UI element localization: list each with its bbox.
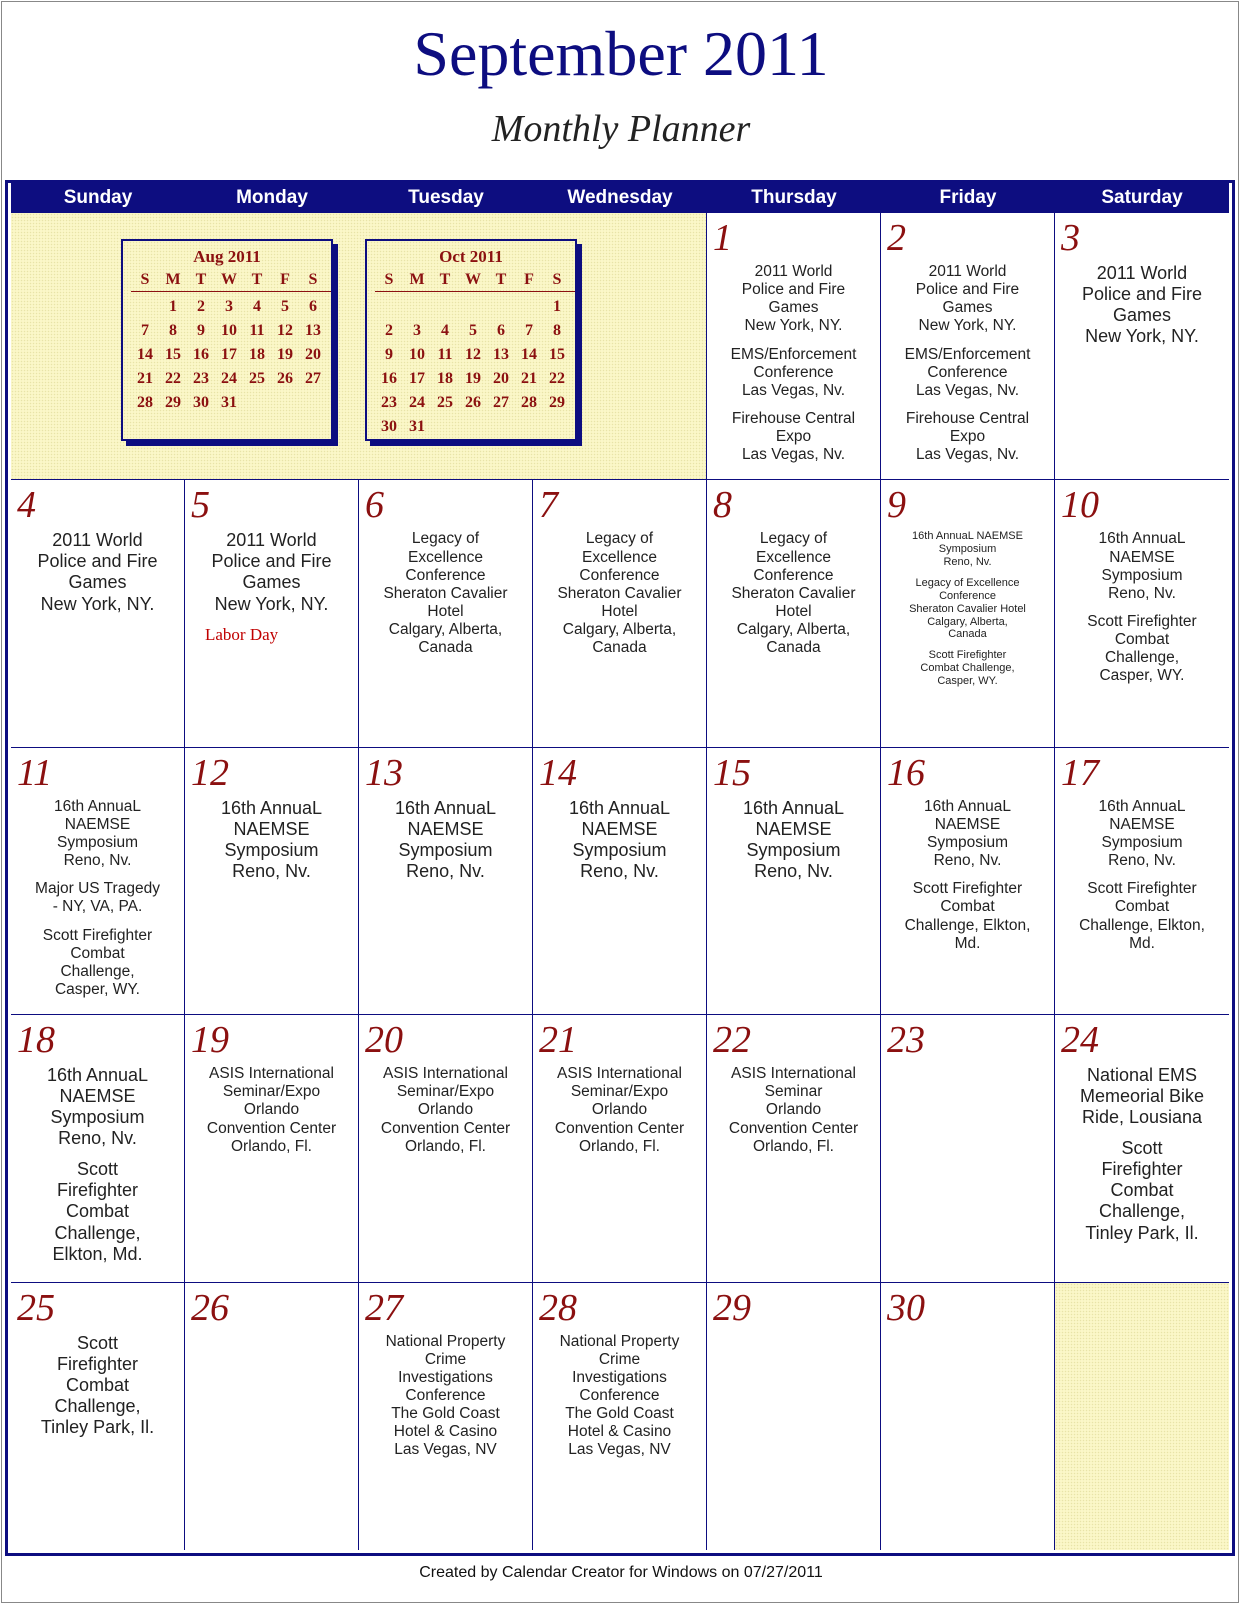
day-number: 28 <box>539 1286 577 1329</box>
mini-calendar-day: 2 <box>197 298 205 315</box>
page-title: September 2011 <box>413 18 829 89</box>
mini-calendar-day: 24 <box>221 370 237 387</box>
day-cell-2[interactable] <box>881 213 1055 480</box>
mini-calendar-day: 4 <box>253 298 261 315</box>
holiday-label: Labor Day <box>205 624 279 644</box>
mini-calendar-day: 26 <box>465 394 481 411</box>
mini-calendar-weekday: S <box>552 271 562 288</box>
weekday-tuesday: Tuesday <box>408 187 484 208</box>
day-events <box>537 798 702 892</box>
mini-calendar-days <box>375 298 575 442</box>
event-text: Legacy of Excellence Conference Sheraton Cavalier Hotel Calgary, Alberta, Canada <box>383 530 508 657</box>
event-text: 2011 World Police and Fire Games New York, NY. <box>37 530 158 614</box>
mini-calendar-day: 25 <box>437 394 453 411</box>
mini-calendar-day: 20 <box>305 346 321 363</box>
event-text: Scott Firefighter Combat Challenge, Tinley Park, Il. <box>1085 1138 1199 1243</box>
mini-calendar-day: 15 <box>165 346 181 363</box>
day-cell-16[interactable] <box>881 748 1055 1015</box>
mini-calendar-day: 10 <box>221 322 237 339</box>
day-number: 16 <box>887 751 925 794</box>
event-text: 16th AnnuaL NAEMSE Symposium Reno, Nv. <box>1098 797 1186 870</box>
event-text: ASIS International Seminar/Expo Orlando Convention Center Orlando, Fl. <box>380 1065 511 1155</box>
mini-calendar-day: 18 <box>437 370 453 387</box>
day-number: 18 <box>17 1019 55 1062</box>
event-text: Major US Tragedy - NY, VA, PA. <box>35 880 160 916</box>
day-cell-8[interactable] <box>707 480 881 747</box>
event-text: 16th AnnuaL NAEMSE Symposium Reno, Nv. <box>220 797 323 881</box>
mini-calendar-day: 14 <box>521 346 537 363</box>
weekday-header-row <box>11 183 1229 213</box>
calendar-grid <box>11 213 1229 1550</box>
mini-calendar-weekday: F <box>280 271 290 288</box>
mini-calendar-day: 12 <box>465 346 481 363</box>
mini-calendar-weekday: S <box>140 271 150 288</box>
mini-calendar-day: 18 <box>249 346 265 363</box>
mini-calendar-day: 31 <box>409 418 425 435</box>
event-text: National Property Crime Investigations Conference The Gold Coast Hotel & Casino Las Vegas, NV <box>385 1332 506 1459</box>
empty-trailing-cell <box>1055 1283 1229 1550</box>
day-number: 4 <box>17 484 36 527</box>
day-events <box>1059 798 1225 963</box>
mini-calendar-day: 7 <box>141 322 149 339</box>
mini-calendar-title: Aug 2011 <box>193 247 261 266</box>
event-text: Scott Firefighter Combat Challenge, Elkton, Md. <box>904 880 1031 952</box>
weekday-wednesday: Wednesday <box>567 187 673 208</box>
mini-calendar-day: 11 <box>249 322 265 339</box>
day-number: 6 <box>365 484 384 527</box>
page-subtitle: Monthly Planner <box>491 108 751 150</box>
mini-calendar-blank <box>403 298 431 322</box>
mini-calendar-blank <box>515 298 543 322</box>
day-number: 2 <box>887 217 906 259</box>
day-events <box>189 798 354 892</box>
day-cell-3[interactable] <box>1055 213 1229 480</box>
mini-calendar-day: 23 <box>381 394 397 411</box>
mini-calendar-day: 9 <box>197 322 205 339</box>
mini-calendar-aug <box>121 239 333 441</box>
day-number: 3 <box>1061 217 1080 259</box>
event-text: 16th AnnuaL NAEMSE Symposium Reno, Nv. <box>46 1065 149 1149</box>
mini-calendar-weekday: F <box>524 271 534 288</box>
day-number: 10 <box>1061 484 1099 527</box>
event-text: 2011 World Police and Fire Games New York, NY. <box>211 530 332 614</box>
day-events <box>15 530 180 624</box>
mini-calendar-day: 8 <box>169 322 177 339</box>
event-text: Legacy of Excellence Conference Sheraton Cavalier Hotel Calgary, Alberta, Canada <box>557 530 682 657</box>
day-number: 29 <box>713 1286 751 1329</box>
mini-calendar-blank <box>131 298 159 322</box>
mini-calendar-day: 23 <box>193 370 209 387</box>
mini-calendar-headers <box>131 271 331 292</box>
day-cell-21[interactable] <box>533 1015 707 1282</box>
mini-calendar-blank <box>431 298 459 322</box>
mini-calendar-weekday: T <box>495 271 507 288</box>
mini-calendar-day: 13 <box>305 322 321 339</box>
event-text: National Property Crime Investigations Conference The Gold Coast Hotel & Casino Las Vegas, NV <box>559 1332 680 1459</box>
mini-calendar-day: 1 <box>553 298 561 315</box>
event-text: 2011 World Police and Fire Games New York, NY. <box>741 263 846 335</box>
day-number: 13 <box>365 751 403 794</box>
mini-calendar-day: 6 <box>309 298 317 315</box>
day-cell-5[interactable] <box>185 480 359 747</box>
event-text: 16th AnnuaL NAEMSE Symposium Reno, Nv. <box>53 797 142 870</box>
day-cell-18[interactable] <box>11 1015 185 1282</box>
event-text: National EMS Memeorial Bike Ride, Lousiana <box>1079 1065 1205 1128</box>
day-events <box>1059 1065 1225 1253</box>
day-events <box>711 530 876 667</box>
mini-calendar-day: 2 <box>385 322 393 339</box>
day-number: 27 <box>365 1286 403 1329</box>
day-events <box>1059 263 1225 357</box>
event-text: EMS/Enforcement Conference Las Vegas, Nv. <box>904 345 1031 399</box>
day-cell-17[interactable] <box>1055 748 1229 1015</box>
day-cell-12[interactable] <box>185 748 359 1015</box>
day-events <box>363 1333 528 1470</box>
mini-calendar-day: 7 <box>525 322 533 339</box>
mini-calendar-blank <box>487 298 515 322</box>
day-number: 17 <box>1061 751 1099 794</box>
mini-calendar-oct <box>365 239 577 441</box>
mini-calendar-day: 9 <box>385 346 393 363</box>
day-cell-1[interactable] <box>707 213 881 480</box>
mini-calendar-day: 13 <box>493 346 509 363</box>
day-number: 11 <box>17 751 53 794</box>
day-events <box>885 263 1050 474</box>
event-text: 16th AnnuaL NAEMSE Symposium Reno, Nv. <box>568 797 671 881</box>
mini-calendar-day: 29 <box>165 394 181 411</box>
weekday-friday: Friday <box>939 187 997 208</box>
event-text: Legacy of Excellence Conference Sheraton Cavalier Hotel Calgary, Alberta, Canada <box>731 530 856 657</box>
event-text: Scott Firefighter Combat Challenge, Casper, WY. <box>920 649 1015 687</box>
weekday-thursday: Thursday <box>751 187 837 208</box>
weekday-sunday: Sunday <box>63 187 133 208</box>
day-events <box>189 1065 354 1166</box>
mini-calendar-weekday: T <box>251 271 263 288</box>
day-events <box>885 530 1050 695</box>
mini-calendar-day: 30 <box>381 418 397 435</box>
mini-calendar-day: 24 <box>409 394 425 411</box>
mini-calendar-weekday: W <box>221 271 237 288</box>
day-events <box>711 798 876 892</box>
event-text: EMS/Enforcement Conference Las Vegas, Nv. <box>730 345 857 399</box>
day-number: 1 <box>713 217 732 259</box>
event-text: 16th AnnuaL NAEMSE Symposium Reno, Nv. <box>923 797 1012 870</box>
day-events <box>363 798 528 892</box>
day-events <box>189 530 354 644</box>
day-events <box>711 263 876 474</box>
day-cell-20[interactable] <box>359 1015 533 1282</box>
mini-calendar-day: 21 <box>521 370 537 387</box>
mini-calendar-day: 26 <box>277 370 293 387</box>
mini-calendar-day: 27 <box>305 370 321 387</box>
mini-calendar-headers <box>375 271 575 292</box>
day-number: 12 <box>191 751 229 794</box>
day-number: 7 <box>539 484 558 527</box>
calendar <box>5 180 1235 1556</box>
day-number: 9 <box>887 484 906 527</box>
day-cell-10[interactable] <box>1055 480 1229 747</box>
mini-calendar-day: 3 <box>225 298 233 315</box>
day-cell-4[interactable] <box>11 480 185 747</box>
event-text: 16th AnnuaL NAEMSE Symposium Reno, Nv. <box>394 797 497 881</box>
mini-calendar-day: 30 <box>193 394 209 411</box>
mini-calendar-days <box>131 298 331 418</box>
day-events <box>15 1065 180 1274</box>
day-number: 21 <box>539 1019 577 1062</box>
day-number: 5 <box>191 484 210 527</box>
day-number: 26 <box>191 1286 229 1329</box>
mini-calendar-area <box>11 213 707 480</box>
day-number: 19 <box>191 1019 229 1062</box>
day-cell-25[interactable] <box>11 1283 185 1550</box>
day-number: 20 <box>365 1019 403 1062</box>
day-number: 14 <box>539 751 577 794</box>
event-text: Legacy of Excellence Conference Sheraton Cavalier Hotel Calgary, Alberta, Canada <box>909 576 1026 641</box>
mini-calendar-day: 31 <box>221 394 237 411</box>
mini-calendar-day: 27 <box>493 394 509 411</box>
event-text: 2011 World Police and Fire Games New York, NY. <box>1081 263 1203 347</box>
mini-calendar-day: 4 <box>441 322 449 339</box>
mini-calendar-day: 21 <box>137 370 153 387</box>
event-text: ASIS International Seminar Orlando Convention Center Orlando, Fl. <box>728 1065 859 1155</box>
day-cell-14[interactable] <box>533 748 707 1015</box>
mini-calendar-day: 22 <box>165 370 181 387</box>
day-events <box>885 798 1050 963</box>
mini-calendar-day: 1 <box>169 298 177 315</box>
day-events <box>537 1065 702 1166</box>
mini-calendar-day: 25 <box>249 370 265 387</box>
day-number: 15 <box>713 751 751 794</box>
mini-calendar-day: 8 <box>553 322 561 339</box>
day-cell-27[interactable] <box>359 1283 533 1550</box>
day-cell-29[interactable] <box>707 1283 881 1550</box>
day-events <box>15 1333 180 1448</box>
weekday-saturday: Saturday <box>1101 187 1183 208</box>
mini-calendar-weekday: T <box>195 271 207 288</box>
day-number: 24 <box>1061 1019 1099 1062</box>
day-cell-28[interactable] <box>533 1283 707 1550</box>
day-events <box>363 530 528 667</box>
day-cell-9[interactable] <box>881 480 1055 747</box>
event-text: Scott Firefighter Combat Challenge, Casper, WY. <box>42 926 153 998</box>
mini-calendar-weekday: S <box>308 271 318 288</box>
mini-calendar-day: 5 <box>281 298 289 315</box>
event-text: ASIS International Seminar/Expo Orlando Convention Center Orlando, Fl. <box>554 1065 685 1155</box>
event-text: Firehouse Central Expo Las Vegas, Nv. <box>905 409 1030 464</box>
mini-calendar-weekday: S <box>384 271 394 288</box>
day-cell-24[interactable] <box>1055 1015 1229 1282</box>
event-text: Firehouse Central Expo Las Vegas, Nv. <box>731 409 856 464</box>
day-cell-15[interactable] <box>707 748 881 1015</box>
day-events <box>15 798 180 1009</box>
event-text: ASIS International Seminar/Expo Orlando Convention Center Orlando, Fl. <box>206 1065 337 1155</box>
day-events <box>711 1065 876 1166</box>
day-number: 30 <box>887 1286 925 1329</box>
mini-calendar-day: 17 <box>409 370 425 387</box>
day-cell-6[interactable] <box>359 480 533 747</box>
mini-calendar-day: 3 <box>413 322 421 339</box>
mini-calendar-blank <box>375 298 403 322</box>
mini-calendar-day: 16 <box>381 370 397 387</box>
weekday-monday: Monday <box>236 187 308 208</box>
event-text: 16th AnnuaL NAEMSE Symposium Reno, Nv. <box>912 530 1023 569</box>
mini-calendar-day: 15 <box>549 346 565 363</box>
mini-calendar-day: 11 <box>437 346 453 363</box>
day-events <box>537 1333 702 1470</box>
event-text: Scott Firefighter Combat Challenge, Tinley Park, Il. <box>40 1332 155 1437</box>
mini-calendar-day: 16 <box>193 346 209 363</box>
day-number: 25 <box>17 1286 55 1329</box>
day-cell-13[interactable] <box>359 748 533 1015</box>
mini-calendar-day: 28 <box>521 394 537 411</box>
mini-calendar-day: 20 <box>493 370 509 387</box>
mini-calendar-weekday: T <box>439 271 451 288</box>
day-cell-23[interactable] <box>881 1015 1055 1282</box>
event-text: 16th AnnuaL NAEMSE Symposium Reno, Nv. <box>742 797 845 881</box>
mini-calendar-day: 17 <box>221 346 237 363</box>
day-cell-7[interactable] <box>533 480 707 747</box>
day-number: 23 <box>887 1019 925 1062</box>
mini-calendar-day: 22 <box>549 370 565 387</box>
event-text: Scott Firefighter Combat Challenge, Elkton, Md. <box>52 1159 143 1264</box>
mini-calendar-weekday: W <box>465 271 481 288</box>
mini-calendar-day: 19 <box>465 370 481 387</box>
mini-calendar-day: 6 <box>497 322 505 339</box>
day-cell-30[interactable] <box>881 1283 1055 1550</box>
mini-calendar-day: 29 <box>549 394 565 411</box>
mini-calendar-weekday: M <box>409 271 425 288</box>
event-text: 16th AnnuaL NAEMSE Symposium Reno, Nv. <box>1098 530 1186 602</box>
mini-calendar-weekday: M <box>165 271 181 288</box>
mini-calendar-day: 19 <box>277 346 293 363</box>
event-text: 2011 World Police and Fire Games New York, NY. <box>915 263 1020 335</box>
mini-calendar-blank <box>459 298 487 322</box>
mini-calendar-day: 10 <box>409 346 425 363</box>
day-cell-11[interactable] <box>11 748 185 1015</box>
mini-calendar-day: 28 <box>137 394 153 411</box>
mini-calendar-day: 12 <box>277 322 293 339</box>
day-events <box>1059 530 1225 695</box>
mini-calendar-day: 5 <box>469 322 477 339</box>
day-number: 22 <box>713 1019 751 1062</box>
footer-credit: Created by Calendar Creator for Windows on 07/27/2011 <box>419 1564 823 1581</box>
event-text: Scott Firefighter Combat Challenge, Elkton, Md. <box>1079 880 1205 952</box>
mini-calendar-title: Oct 2011 <box>439 247 503 266</box>
day-cell-19[interactable] <box>185 1015 359 1282</box>
day-cell-22[interactable] <box>707 1015 881 1282</box>
day-number: 8 <box>713 484 732 527</box>
day-events <box>363 1065 528 1166</box>
day-events <box>537 530 702 667</box>
event-text: Scott Firefighter Combat Challenge, Casper, WY. <box>1087 612 1197 685</box>
mini-calendar-day: 14 <box>137 346 153 363</box>
day-cell-26[interactable] <box>185 1283 359 1550</box>
